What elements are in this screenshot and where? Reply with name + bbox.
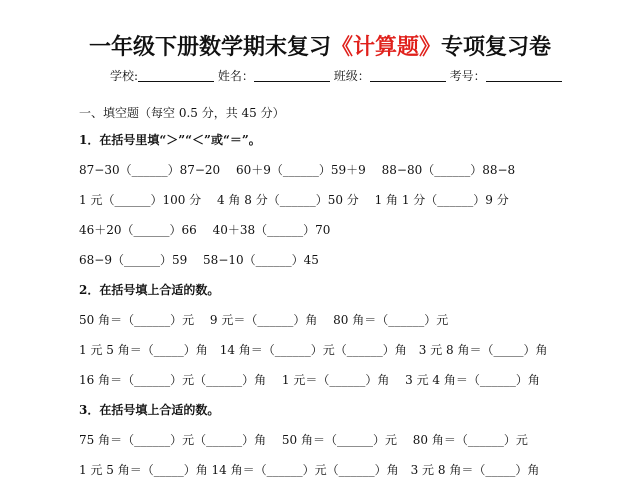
q1-prompt: 1．在括号里填“＞”“＜”或“＝”。 xyxy=(79,133,261,147)
school-label: 学校: xyxy=(110,69,139,83)
student-info-row xyxy=(110,67,562,84)
q2-row: 16 角＝（______）元（______）角 1 元＝（______）角 3 元 4 角＝（______）角 xyxy=(79,373,540,387)
q3-prompt: 3．在括号填上合适的数。 xyxy=(79,403,220,417)
title-prefix: 一年级下册数学期末复习 xyxy=(88,35,331,60)
q3-row: 75 角＝（______）元（______）角 50 角＝（______）元 80 角＝（______）元 xyxy=(79,433,528,447)
name-label: 姓名： xyxy=(217,69,254,83)
name-blank[interactable] xyxy=(254,69,330,82)
section1-heading: 一、填空题（每空 0.5 分，共 45 分） xyxy=(79,106,285,120)
class-blank[interactable] xyxy=(370,69,446,82)
title-highlight: 《计算题》 xyxy=(330,35,441,60)
q3-row: 1 元 5 角＝（_____）角 14 角＝（______）元（______）角 3 元 8 角＝（_____）角 xyxy=(79,463,540,477)
exam-no-label: 考号： xyxy=(449,69,486,83)
q2-row: 1 元 5 角＝（_____）角 14 角＝（______）元（______）角 3 元 8 角＝（_____）角 xyxy=(79,343,548,357)
q2-prompt: 2．在括号填上合适的数。 xyxy=(79,283,220,297)
q1-row: 46＋20（______）66 40＋38（______）70 xyxy=(79,223,331,237)
title-suffix: 专项复习卷 xyxy=(441,35,552,60)
q1-row: 68−9（______）59 58−10（______）45 xyxy=(79,253,319,267)
page-title xyxy=(0,30,640,61)
q1-row: 1 元（______）100 分 4 角 8 分（______）50 分 1 角 1 分（______）9 分 xyxy=(79,193,509,207)
class-label: 班级： xyxy=(333,69,370,83)
q2-row: 50 角＝（______）元 9 元＝（______）角 80 角＝（______）元 xyxy=(79,313,449,327)
q1-row: 87−30（______）87−20 60＋9（______）59＋9 88−80（______）88−8 xyxy=(79,163,516,177)
exam-no-blank[interactable] xyxy=(486,69,562,82)
school-blank[interactable] xyxy=(138,69,214,82)
